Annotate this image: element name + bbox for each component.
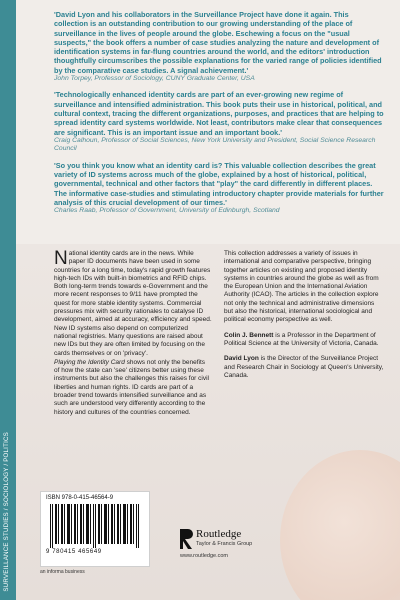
isbn-number: ISBN 978-0-415-46564-9 <box>46 495 114 501</box>
editor-bio-2 <box>224 355 384 380</box>
editor-name: David Lyon <box>224 355 259 363</box>
review-attribution: John Torpey, Professor of Sociology, CUNY Graduate Center, USA <box>54 75 255 83</box>
barcode-icon <box>46 504 144 548</box>
cover-photo-fragment <box>280 450 400 600</box>
collection-paragraph: This collection addresses a variety of issues in international and comparative perspective, bringing together articles on existing and proposed identity systems in countries around the globe as well as from the European Union and the International Aviation Authority (ICAO). The articles in the collection explore not only the technical and administrative dimensions but also the historical, international sociological and political economy perspective as well. <box>224 250 379 324</box>
editor-bio-1 <box>224 332 384 349</box>
editor-bio-text: is the Director of the Surveillance Project and Research Chair in Sociology at Queen's University, Canada. <box>224 355 384 379</box>
second-paragraph <box>54 359 212 417</box>
review-2 <box>54 90 384 153</box>
review-attribution: Craig Calhoun, Professor of Social Sciences, New York University and President, Social Science Research Council <box>54 136 376 153</box>
publisher-website[interactable]: www.routledge.com <box>180 553 228 559</box>
publisher-name: Routledge <box>196 528 242 540</box>
routledge-logo-icon <box>180 529 194 549</box>
review-quote: 'So you think you know what an identity card is? This valuable collection describes the great variety of ID systems across much of the globe, explained by a host of historical, political, governmental, technical and other factors that "play" the card differently in different places. The informative case-studies and stimulating introductory chapter provide materials for further analysis of this crucial development of our times.' <box>54 160 384 207</box>
review-3 <box>54 161 384 216</box>
barcode-box <box>40 491 150 567</box>
book-title-inline: Playing the Identity Card <box>54 358 125 366</box>
publisher-group: Taylor & Francis Group <box>196 541 253 547</box>
editor-name: Colin J. Bennett <box>224 331 274 339</box>
review-attribution: Charles Raab, Professor of Government, University of Edinburgh, Scotland <box>54 207 280 215</box>
description-left-column <box>54 250 212 418</box>
spine-strip <box>0 0 16 600</box>
review-quote: 'David Lyon and his collaborators in the Surveillance Project have done it again. This collection is an outstanding contribution to our growing understanding of the place of surveillance in the lives of people around the globe. Eschewing a focus on the "usual suspects," the book offers a number of case studies analyzing the nature and development of identification systems in far-flung countries around the world, and the editors' introduction thoughtfully circumscribes the possible explanations for the varied range of policies identified by the comparative case studies. A signal achievement.' <box>54 10 382 75</box>
intro-text: ational identity cards are in the news. While paper ID documents have been used in some countries for a long time, today's rapid growth features high-tech IDs with built-in biometrics and RFID chips. Both long-term trends towards e-Government and the more recent responses to 9/11 have prompted the quest for more stable identity systems. Commercial pressures mix with security rationales to catalyse ID development, aimed at accuracy, efficiency and speed. New ID systems also depend on computerized national registries. Many questions are raised about new IDs but they are often limited by focusing on the cards themselves or on 'privacy'. <box>54 250 212 357</box>
reviews-section <box>16 0 400 244</box>
review-quote: 'Technologically enhanced identity cards are part of an ever-growing new regime of surveillance and intensified administration. This book puts their use in historical, political, and cultural context, tracing the different organizations, purposes, and practices that are helping to spread identity card systems worldwide. Not least, contributors make clear that consequences are significant. This is an important issue and an important book.' <box>54 90 384 137</box>
review-1 <box>54 10 384 83</box>
drop-cap: N <box>54 248 68 269</box>
editor-bio-text: is a Professor in the Department of Political Science at the University of Victoria, Canada. <box>224 331 379 347</box>
second-paragraph-text: shows not only the benefits of how the state can 'see' citizens better using these instruments but also the challenges this raises for civil liberties and human rights. ID cards are part of a broader trend towards intensified surveillance and as such are understood very differently according to the history and cultures of the countries concerned. <box>54 358 209 416</box>
intro-paragraph <box>54 250 212 358</box>
subject-categories: SURVEILLANCE STUDIES / SOCIOLOGY / POLITICS <box>3 432 10 592</box>
barcode-number: 9 780415 465649 <box>46 549 102 555</box>
description-right-column <box>224 250 384 387</box>
informa-tagline: an informa business <box>40 569 85 575</box>
